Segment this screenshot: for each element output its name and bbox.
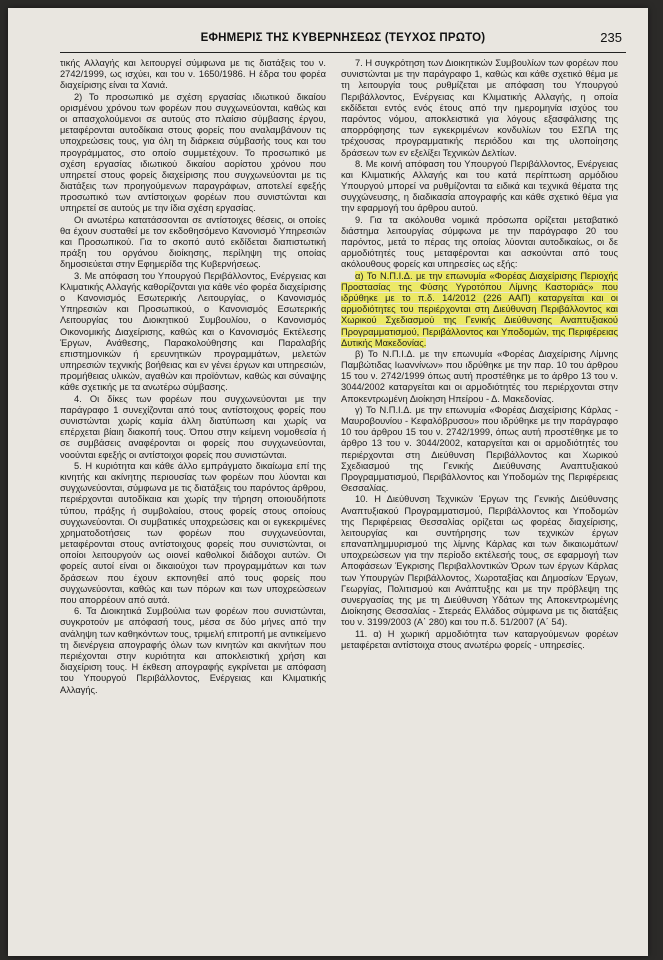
paragraph-9: 9. Για τα ακόλουθα νομικά πρόσωπα ορίζεται μεταβατικό διάστημα λειτουργίας σύμφωνα με την παράγραφο 20 του παρόντος, μετά το πέρας της οποίας λύονται αυτοδικαίως, οι δε αρμοδιότητές τους μεταφέρονται και ασκούνται από τους ακόλουθους φορείς και υπηρεσίες ως εξής: [341,214,618,270]
page-header [60,24,626,53]
paragraph-5: 5. Η κυριότητα και κάθε άλλο εμπράγματο δικαίωμα επί της κινητής και ακίνητης περιουσίας των φορέων που λύονται και συγχωνεύονται, σύμφωνα με τις διατάξεις του παρόντος άρθρου, περιέρχονται αυτοδίκαια και χωρίς την τήρηση οποιουδήποτε τύπου, πράξης ή συμβολαίου, στους φορείς στους οποίους συγχωνεύονται. Οι συμβατικές υποχρεώσεις και οι εγκεκριμένες χρηματοδοτήσεις των φορέων που συγχωνεύονται, μεταφέρονται στους αντίστοιχους φορείς που συνιστώνται, οι οποίοι λειτουργούν ως οιονεί καθολικοί διάδοχοι αυτών. Οι φορείς αυτοί είναι οι δικαιούχοι των προγραμμάτων και των δράσεων που έχουν εκπονηθεί από τους φορείς που συγχωνεύονται, καθώς και των πόρων και των υποχρεώσεων που απορρέουν από αυτά. [60,460,327,605]
paragraph-9b: β) Το Ν.Π.Ι.Δ. με την επωνυμία «Φορέας Διαχείρισης Λίμνης Παμβώτιδας Ιωαννίνων» που ιδρύθηκε με την παρ. 10 του άρθρου 15 του ν. 2742/1999 όπως αυτή προστέθηκε με το άρθρο 13 του ν. 3044/2002 καταργείται και οι αρμοδιότητές του περιέρχονται στην Αποκεντρωμένη Διοίκηση Ηπείρου - Δ. Μακεδονίας. [341,348,618,404]
left-column [60,58,326,696]
right-column [341,58,618,651]
paragraph-3: 3. Με απόφαση του Υπουργού Περιβάλλοντος, Ενέργειας και Κλιματικής Αλλαγής καθορίζονται για κάθε νέο φορέα διαχείρισης ο Κανονισμός Εσωτερικής Λειτουργίας, ο Κανονισμός Υπηρεσιών και Προσωπικού, ο Κανονισμός Εσωτερικής Λειτουργίας του Διοικητικού Συμβουλίου, ο Κανονισμός Οικονομικής Διαχείρισης, καθώς και ο Κανονισμός Εκτέλεσης Έργων, Ανάθεσης, Παρακολούθησης και Παραλαβής επιστημονικών ή ερευνητικών προγραμμάτων, μελετών υπηρεσιών τεχνικής βοήθειας και εν γένει έργων και υπηρεσιών, προμήθειας υλικών, αγαθών και προϊόντων, καθώς και σύναψης κάθε σχετικής με τα ανωτέρω σύμβασης. [60,270,326,393]
paragraph-continued: τικής Αλλαγής και λειτουργεί σύμφωνα με τις διατάξεις του ν. 2742/1999, ως ισχύει, και του ν. 1650/1986. Η έδρα του φορέα διαχείρισης είναι τα Χανιά. [60,58,326,91]
gazette-page [8,8,648,956]
paragraph-10: 10. Η Διεύθυνση Τεχνικών Έργων της Γενικής Διεύθυνσης Αναπτυξιακού Προγραμματισμού, Περιβάλλοντος και Υποδομών της Περιφέρειας Θεσσαλίας ορίζεται ως φορέας διαχείρισης, λειτουργίας και συντήρησης των τεχνικών έργων επαναπλημμυρισμού της λίμνης Κάρλας και των δικαιωμάτων/υποχρεώσεων για την περίοδο εκτέλεσής τους, σε εφαρμογή των Αποφάσεων Έγκρισης Περιβαλλοντικών Όρων των έργων Κάρλας των Υπουργών Περιβάλλοντος, Χωροταξίας και Δημοσίων Έργων, Γεωργίας, Πολιτισμού και Ανάπτυξης και με την πρόβλεψη της συνεργασίας της με τη Διεύθυνση Υδάτων της Αποκεντρωμένης Διοίκησης Θεσσαλίας - Στερεάς Ελλάδος σύμφωνα με τις διατάξεις του ν. 3199/2003 (Α΄ 280) και του π.δ. 51/2007 (Α΄ 54). [341,494,618,628]
page-number: 235 [600,30,622,45]
paragraph-2-continued: Οι ανωτέρω κατατάσσονται σε αντίστοιχες θέσεις, οι οποίες θα έχουν συσταθεί με τον εκδοθησόμενο Κανονισμό Υπηρεσιών και Προσωπικού. Για το σκοπό αυτό εκδίδεται διαπιστωτική πράξη του οργάνου διοίκησης, περίληψη της οποίας δημοσιεύεται στην Εφημερίδα της Κυβερνήσεως. [60,214,326,270]
paragraph-9c: γ) Το Ν.Π.Ι.Δ. με την επωνυμία «Φορέας Διαχείρισης Κάρλας - Μαυροβουνίου - Κεφαλόβρυσου» που ιδρύθηκε με την παράγραφο 10 του άρθρου 15 του ν. 2742/1999, όπως αυτή προστέθηκε με το άρθρο 13 του ν. 3044/2002, καταργείται και οι αρμοδιότητές του περιέρχονται στη Διεύθυνση Περιβάλλοντος και Χωρικού Σχεδιασμού της Γενικής Διεύθυνσης Αναπτυξιακού Προγραμματισμού, Περιβάλλοντος και Υποδομών της Περιφέρειας Θεσσαλίας. [341,404,618,494]
paragraph-7: 7. Η συγκρότηση των Διοικητικών Συμβουλίων των φορέων που συνιστώνται με την παράγραφο 1, καθώς και κάθε σχετικό θέμα με τη λειτουργία τους ρυθμίζεται με απόφαση του Υπουργού Περιβάλλοντος, Ενέργειας και Κλιματικής Αλλαγής, η οποία εκδίδεται εντός ενός έτους από την ημερομηνία ισχύος του παρόντος νόμου, αποκλειστικά για λόγους εξασφάλισης της απορρόφησης των εγκεκριμένων κονδυλίων του ΕΣΠΑ της τρέχουσας προγραμματικής περιόδου και της υλοποίησης δράσεων των εν εξελίξει Τεχνικών Δελτίων. [341,58,618,158]
paragraph-9a-highlighted [341,271,618,349]
paragraph-6: 6. Τα Διοικητικά Συμβούλια των φορέων που συνιστώνται, συγκροτούν με απόφασή τους, μέσα σε δύο μήνες από την ανάληψη των καθηκόντων τους, τριμελή επιτροπή με αντικείμενο τη διενέργεια απογραφής όλων των κινητών και ακινήτων που περιέχονται στην κυριότητα και αποκλειστική χρήση και διαχείριση τους. Η έκθεση απογραφής εγκρίνεται με απόφαση του Υπουργού Περιβάλλοντος, Ενέργειας και Κλιματικής Αλλαγής. [60,606,326,695]
paragraph-8: 8. Με κοινή απόφαση του Υπουργού Περιβάλλοντος, Ενέργειας και Κλιματικής Αλλαγής και του κατά περίπτωση αρμόδιου Υπουργού μπορεί να ρυθμίζονται τα ειδικά και τεχνικά θέματα της συγχώνευσης, η διαδικασία απογραφής και κάθε σχετικό θέμα για την εφαρμογή του άρθρου αυτού. [341,158,618,214]
paragraph-4: 4. Οι δίκες των φορέων που συγχωνεύονται με την παράγραφο 1 συνεχίζονται από τους αντίστοιχους φορείς που συνιστώνται χωρίς καμία άλλη διατύπωση και χωρίς να επέρχεται βίαιη διακοπή τους. Όπου στην κείμενη νομοθεσία ή σε συμβάσεις αναφέρονται οι φορείς που συγχωνεύονται, νοούνται εφεξής οι αντίστοιχοι φορείς που συνιστώνται. [60,393,326,460]
paragraph-2: 2) Το προσωπικό με σχέση εργασίας ιδιωτικού δικαίου ορισμένου χρόνου των φορέων που συγχωνεύονται, καθώς και οι απασχολούμενοι σε αυτούς στο πλαίσιο σύμβασης έργου, μεταφέρονται αυτοδίκαια στους φορείς που αναλαμβάνουν τις υποχρεώσεις τους, για όλη τη διάρκεια σύμβασής τους και του προγράμματος, στο οποίο συμμετέχουν. Το προσωπικό με σχέση εργασίας ιδιωτικού δικαίου αορίστου χρόνου που υπηρετεί στους φορείς διαχείρισης που συγχωνεύονται με τις διατάξεις των προηγούμενων παραγράφων, αποτελεί εφεξής προσωπικό των αντίστοιχων φορέων που συνιστώνται και υπηρετεί σε αυτούς με την ίδια σχέση εργασίας. [60,91,326,214]
highlighted-text: α) Το Ν.Π.Ι.Δ. με την επωνυμία «Φορέας Διαχείρισης Περιοχής Προστασίας της Φύσης Υγροτόπου Λίμνης Καστοριάς» που ιδρύθηκε με το π.δ. 14/2012 (226 ΑΑΠ) καταργείται και οι αρμοδιότητες του περιέρχονται στη Διεύθυνση Περιβάλλοντος και Χωρικού Σχεδιασμού της Γενικής Διεύθυνσης Αναπτυξιακού Προγραμματισμού, Περιβάλλοντος και Υποδομών, της Περιφέρειας Δυτικής Μακεδονίας. [341,270,618,348]
paragraph-11: 11. α) Η χωρική αρμοδιότητα των καταργούμενων φορέων μεταφέρεται αντίστοιχα στους ανωτέρω φορείς - υπηρεσίες. [341,628,618,650]
gazette-title: ΕΦΗΜΕΡΙΣ ΤΗΣ ΚΥΒΕΡΝΗΣΕΩΣ (ΤΕΥΧΟΣ ΠΡΩΤΟ) [200,32,486,44]
